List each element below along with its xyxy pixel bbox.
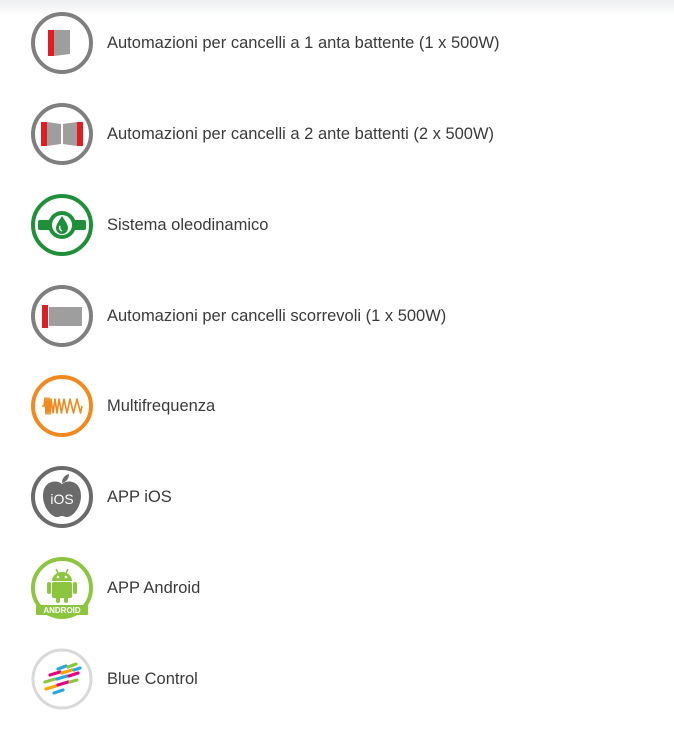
feature-hydraulic-system [30,193,268,257]
feature-label: Multifrequenza [107,396,216,415]
single-swing-gate-icon [30,11,94,75]
feature-single-swing-gate [30,11,500,75]
feature-label: Sistema oleodinamico [107,215,269,234]
feature-double-swing-gate [30,102,494,166]
double-swing-gate-icon [30,102,94,166]
sliding-gate-icon [30,284,94,348]
feature-label: Automazioni per cancelli a 2 ante battenti (2 x 500W) [107,124,495,143]
feature-blue-control [30,647,198,711]
feature-label: Automazioni per cancelli scorrevoli (1 x 500W) [107,306,447,325]
blue-control-icon [30,647,94,711]
ios-app-icon [30,465,94,529]
feature-label: Blue Control [107,669,198,688]
multifrequency-icon [30,374,94,438]
android-icon-text: ANDROID [43,606,81,615]
feature-sliding-gate [30,284,446,348]
hydraulic-system-icon [30,193,94,257]
feature-android-app [30,556,200,620]
feature-label: APP Android [107,578,201,597]
android-app-icon [30,556,94,620]
feature-multifrequency [30,374,215,438]
feature-label: APP iOS [107,487,172,506]
ios-icon-text: iOS [50,491,74,507]
feature-label: Automazioni per cancelli a 1 anta battente (1 x 500W) [107,33,500,52]
feature-ios-app [30,465,172,529]
